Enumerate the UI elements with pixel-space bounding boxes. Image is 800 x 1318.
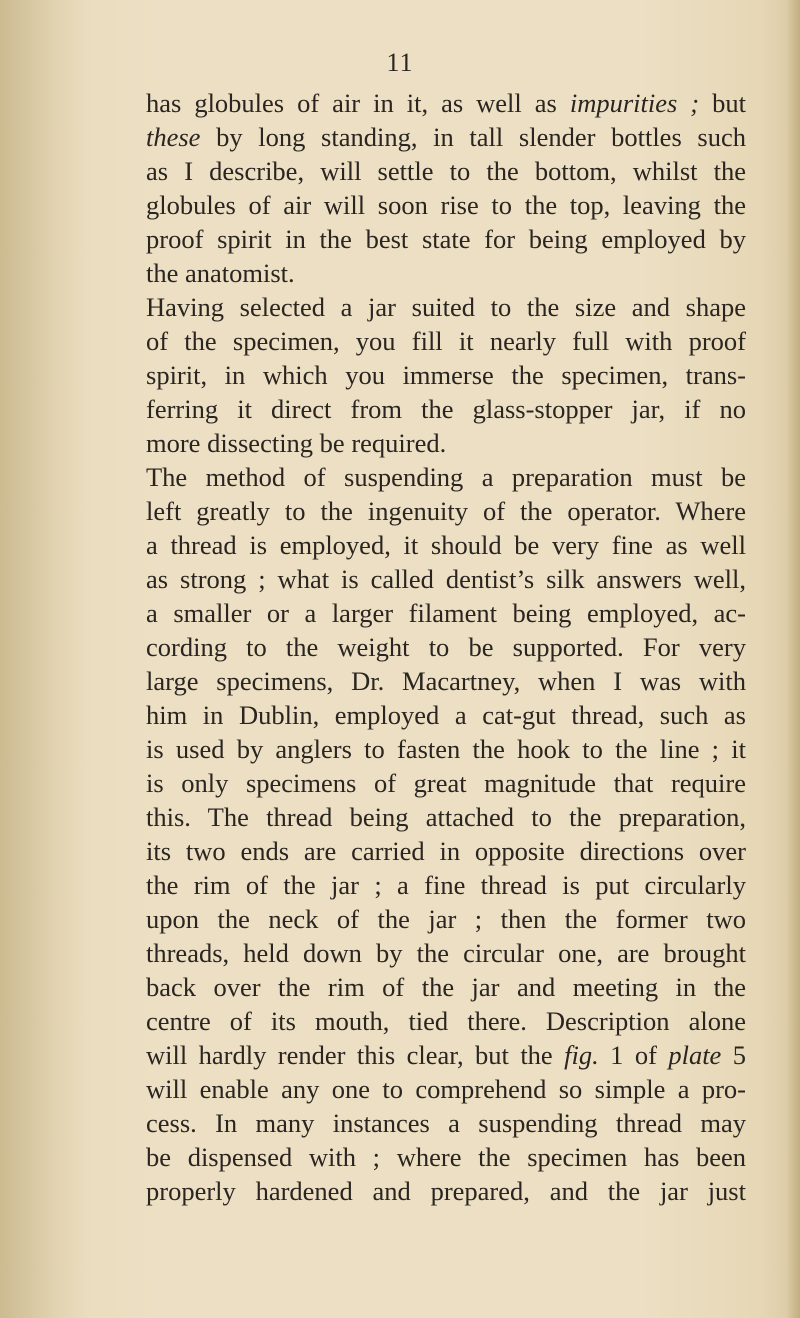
text-line-16: a smaller or a larger filament being employed, ac- — [146, 598, 746, 628]
text-line-23: its two ends are carried in opposite directions over — [146, 836, 746, 866]
text-line-12: The method of suspending a preparation must be — [146, 462, 746, 492]
text-line-21: is only specimens of great magnitude that require — [146, 768, 746, 798]
body-text — [146, 86, 746, 1208]
text-line-17: cording to the weight to be supported. For very — [146, 632, 746, 662]
text-line-14: a thread is employed, it should be very fine as well — [146, 530, 746, 560]
text-line-29: will hardly render this clear, but the fig. 1 of plate 5 — [146, 1040, 746, 1070]
text-line-15: as strong ; what is called dentist’s silk answers well, — [146, 564, 746, 594]
text-line-19: him in Dublin, employed a cat-gut thread, such as — [146, 700, 746, 730]
text-line-9: spirit, in which you immerse the specimen, trans- — [146, 360, 746, 390]
italic-impurities: impurities ; — [569, 88, 700, 118]
text-line-4: globules of air will soon rise to the top, leaving the — [146, 190, 746, 220]
text-line-33: properly hardened and prepared, and the jar just — [146, 1176, 746, 1206]
text-line-2: these by long standing, in tall slender bottles such — [146, 122, 746, 152]
text-line-13: left greatly to the ingenuity of the operator. Where — [146, 496, 746, 526]
text-line-20: is used by anglers to fasten the hook to the line ; it — [146, 734, 746, 764]
text-line-5: proof spirit in the best state for being employed by — [146, 224, 746, 254]
page-number: 11 — [386, 48, 414, 77]
italic-these: these — [146, 122, 201, 152]
text-line-8: of the specimen, you fill it nearly full with proof — [146, 326, 746, 356]
text-line-26: threads, held down by the circular one, are brought — [146, 938, 746, 968]
text-line-24: the rim of the jar ; a fine thread is put circularly — [146, 870, 746, 900]
text-line-28: centre of its mouth, tied there. Description alone — [146, 1006, 746, 1036]
italic-fig: fig. — [564, 1040, 599, 1070]
text-line-32: be dispensed with ; where the specimen has been — [146, 1142, 746, 1172]
binding-shadow — [0, 0, 90, 1318]
text-line-27: back over the rim of the jar and meeting in the — [146, 972, 746, 1002]
text-line-6: the anatomist. — [146, 258, 295, 288]
text-line-22: this. The thread being attached to the preparation, — [146, 802, 746, 832]
text-line-25: upon the neck of the jar ; then the former two — [146, 904, 746, 934]
text-line-1: has globules of air in it, as well as impurities ; but — [146, 88, 746, 118]
text-line-18: large specimens, Dr. Macartney, when I was with — [146, 666, 746, 696]
italic-plate: plate — [668, 1040, 722, 1070]
text-line-30: will enable any one to comprehend so simple a pro- — [146, 1074, 746, 1104]
text-line-10: ferring it direct from the glass-stopper jar, if no — [146, 394, 746, 424]
page-edge — [786, 0, 800, 1318]
text-line-11: more dissecting be required. — [146, 428, 447, 458]
text-line-3: as I describe, will settle to the bottom, whilst the — [146, 156, 746, 186]
text-line-7: Having selected a jar suited to the size and shape — [146, 292, 746, 322]
text-line-31: cess. In many instances a suspending thread may — [146, 1108, 746, 1138]
